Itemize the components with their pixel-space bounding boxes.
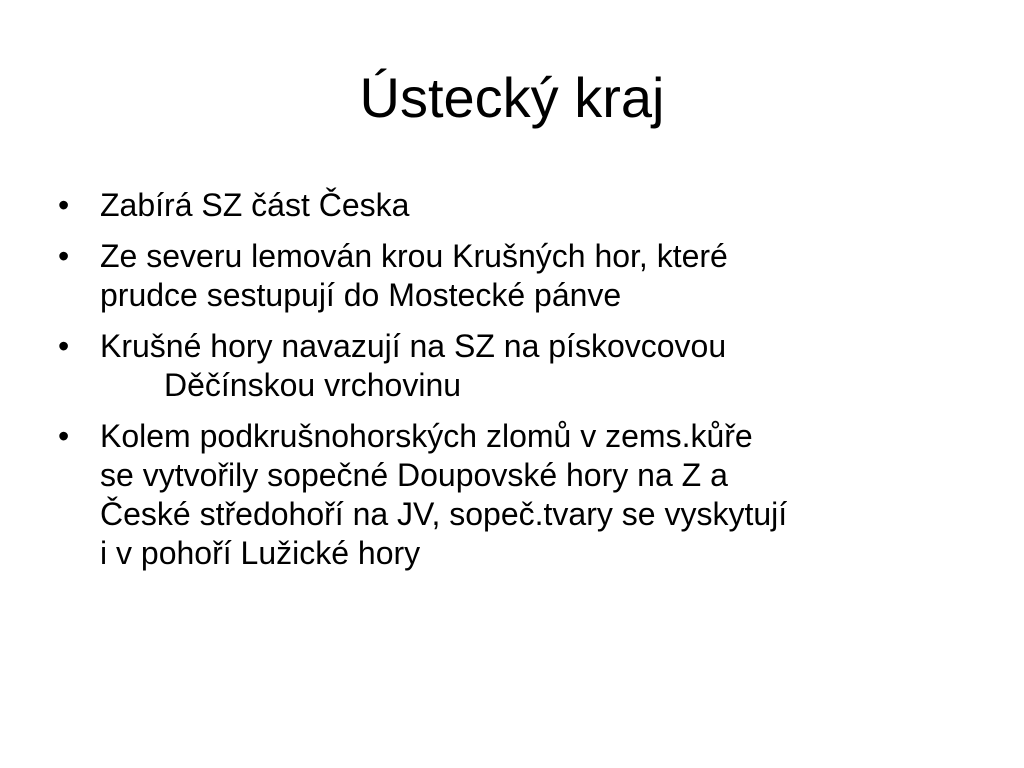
bullet-line: Ze severu lemován krou Krušných hor, které — [100, 238, 728, 274]
bullet-line: se vytvořily sopečné Doupovské hory na Z a — [100, 457, 728, 493]
bullet-line: Zabírá SZ část Česka — [100, 187, 410, 223]
bullet-line: České středohoří na JV, sopeč.tvary se vyskytují — [100, 496, 788, 532]
bullet-list — [58, 186, 978, 585]
list-item — [58, 327, 978, 405]
bullet-icon: • — [58, 418, 70, 454]
bullet-line: i v pohoří Lužické hory — [100, 535, 421, 571]
bullet-icon: • — [58, 328, 70, 364]
bullet-line: Kolem podkrušnohorských zlomů v zems.kůře — [100, 418, 753, 454]
bullet-icon: • — [58, 187, 70, 223]
slide-title: Ústecký kraj — [359, 66, 665, 129]
bullet-line: Krušné hory navazují na SZ na pískovcovou — [100, 328, 727, 364]
bullet-line: Děčínskou vrchovinu — [164, 367, 462, 403]
bullet-icon: • — [58, 238, 70, 274]
list-item — [58, 417, 978, 573]
bullet-line: prudce sestupují do Mostecké pánve — [100, 277, 622, 313]
list-item — [58, 237, 978, 315]
list-item — [58, 186, 978, 225]
